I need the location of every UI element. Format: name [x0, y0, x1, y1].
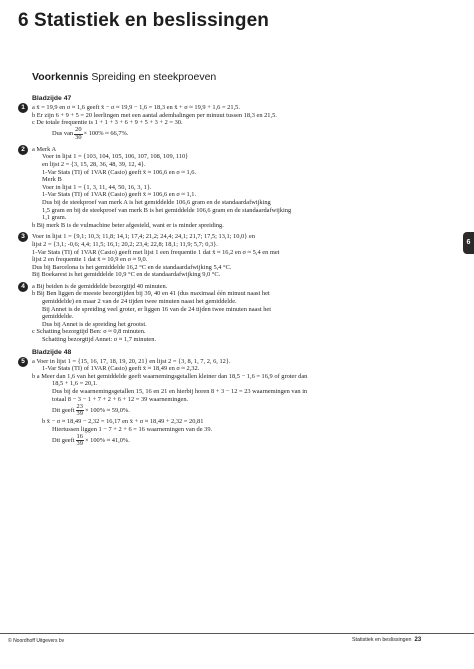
answer-line: gemiddelde) en maar 2 van de 24 tijden twee minuten naast het gemiddelde. [42, 298, 237, 306]
question-1 [18, 104, 448, 142]
answer-line: lijst 2 = {3,1; -0,6; 4,4; 11,5; 16,1; 20,2; 23,4; 22,8; 18,1; 11,9; 5,7; 0,3}. [32, 240, 218, 248]
answer-line: 1-Var Stats (TI) of 1VAR (Casio) geeft x̄ ≈ 106,6 en σ ≈ 1,6. [42, 168, 197, 176]
fraction-suffix: × 100% ≈ 41,0%. [84, 437, 130, 445]
fraction-prefix: Dit geeft [52, 406, 75, 414]
answers-content [18, 95, 448, 448]
fraction-suffix: × 100% ≈ 59,0%. [84, 406, 130, 414]
answer-line: Dus bij Barcelona is het gemiddelde 16,2 °C en de standaardafwijking 5,4 °C. [32, 263, 232, 271]
fraction-numerator: 23 [76, 402, 83, 410]
question-number-badge: 1 [18, 103, 28, 113]
answer-line: en lijst 2 = {3, 15, 28, 36, 48, 39, 12, 4}. [42, 160, 146, 168]
answer-line: c Schatting bezorgtijd Ben: σ ≈ 0,8 minuten. [32, 328, 146, 336]
answer-line: totaal 8 − 3 − 1 + 7 + 2 + 6 + 12 = 39 waarnemingen. [52, 395, 189, 403]
footer-copyright: © Noordhoff Uitgevers bv [8, 638, 65, 644]
answer-line: lijst 2 en frequentie 1 dat x̄ ≈ 10,9 en σ ≈ 9,0. [32, 256, 148, 264]
answer-line: gemiddelde. [42, 313, 74, 321]
answer-line: Voer in lijst 1 = {103, 104, 105, 106, 107, 108, 109, 110} [42, 153, 189, 161]
chapter-title: 6 Statistiek en beslissingen [18, 10, 269, 31]
answer-line: b a Meer dan 1,6 van het gemiddelde geeft waarnemingsgetallen kleiner dan 18,5 − 1,6 = 16,9 of groter dan [32, 372, 308, 380]
footer-right [352, 637, 421, 643]
fraction-denominator: 30 [75, 133, 82, 141]
fraction-line [32, 403, 448, 418]
answer-line: b Bij Ben liggen de meeste bezorgtijden bij 39, 40 en 41 (dus maximaal één minuut naast het [32, 290, 270, 298]
answer-line: 1,1 gram. [42, 214, 67, 222]
answer-line: a x̄ = 19,9 en σ ≈ 1,6 geeft x̄ − σ ≈ 19,9 − 1,6 = 18,3 en x̄ + σ ≈ 19,9 + 1,6 = 21,5. [32, 104, 240, 111]
answer-line: a Voer in lijst 1 = {15, 16, 17, 18, 19, 20, 21} en lijst 2 = {3, 8, 1, 7, 2, 6, 12}. [32, 357, 231, 365]
fraction-numerator: 20 [75, 126, 82, 134]
fraction [76, 404, 84, 418]
answer-line: b Bij merk B is de vulmachine beter afgesteld, want er is minder spreiding. [32, 221, 224, 229]
answer-line: 1-Var Stats (TI) of 1VAR (Casio) geeft x̄ ≈ 18,49 en σ ≈ 2,32. [42, 365, 200, 373]
answer-line: 1-Var Stats (TI) of 1VAR (Casio) geeft x̄ ≈ 106,6 en σ ≈ 1,1. [42, 191, 197, 199]
page-heading-47: Bladzijde 47 [32, 95, 72, 102]
answer-line: Schatting bezorgtijd Annet: σ ≈ 1,7 minuten. [42, 336, 157, 344]
question-number-badge: 5 [18, 357, 28, 367]
answer-line: b x̄ − σ ≈ 18,49 − 2,32 = 16,17 en x̄ + σ ≈ 18,49 + 2,32 = 20,81 [42, 418, 204, 426]
fraction-denominator: 39 [76, 410, 83, 418]
answer-line: 1-Var Stats (TI) of 1VAR (Casio) geeft met lijst 1 een frequentie 1 dat x̄ ≈ 16,2 en σ ≈ 5,4 en met [32, 248, 280, 256]
section-heading-rest: Spreiding en steekproeven [88, 71, 217, 83]
question-2 [18, 146, 448, 230]
fraction [76, 434, 84, 448]
answer-line: Bij Boekarest is het gemiddelde 10,9 °C en de standaardafwijking 9,0 °C. [32, 271, 221, 279]
chapter-side-tab: 6 [463, 232, 474, 254]
answer-line: Bij Annet is de spreiding veel groter, er liggen 16 van de 24 tijden twee minuten naast het [42, 305, 272, 313]
answer-line: Hiertussen liggen 1 − 7 + 2 + 6 = 16 waarnemingen van de 39. [52, 425, 213, 433]
answer-line: Voer in lijst 1 = {9,1; 10,3; 11,8; 14,1; 17,4; 21,2; 24,4; 24,1; 21,7; 17,5; 13,1; 10,0} en [32, 233, 255, 241]
answer-line: a Bij beiden is de gemiddelde bezorgtijd 40 minuten. [32, 282, 168, 290]
answer-line: Merk B [42, 176, 62, 184]
footer-divider [0, 633, 474, 634]
answer-line: b Er zijn 6 + 9 + 5 = 20 leerlingen met een aantal ademhalingen per minuut tussen 18,3 en 21,5. [32, 111, 277, 119]
footer-chapter-label: Statistiek en beslissingen [352, 637, 412, 643]
answer-line: Voer in lijst 1 = {1, 3, 11, 44, 50, 16, 3, 1}. [42, 183, 152, 191]
section-heading-bold: Voorkennis [32, 71, 89, 83]
question-4 [18, 283, 448, 344]
question-number-badge: 4 [18, 282, 28, 292]
fraction-prefix: Dit geeft [52, 437, 75, 445]
fraction [74, 127, 82, 141]
page-heading-48: Bladzijde 48 [32, 348, 72, 356]
page-number: 23 [414, 637, 422, 643]
fraction-suffix: × 100% ≈ 66,7%. [83, 130, 129, 138]
question-number-badge: 3 [18, 232, 28, 242]
answer-line: c De totale frequentie is 1 + 1 + 3 + 6 + 9 + 5 + 3 + 2 = 30. [32, 119, 183, 127]
answer-line: Dus bij de waarnemingsgetallen 15, 16 en 21 en hierbij horen 8 + 3 − 12 = 23 waarnemingen van in [52, 388, 308, 395]
question-number-badge: 2 [18, 145, 28, 155]
fraction-line [32, 127, 448, 142]
answer-line: a Merk A [32, 145, 57, 153]
answer-line: Dus bij Annet is de spreiding het grootst. [42, 320, 147, 328]
section-heading [32, 71, 216, 83]
answer-line: Dus bij de steekproef van merk A is het gemiddelde 106,6 gram en de standaardafwijking [42, 198, 271, 206]
fraction-prefix: Dus van [52, 130, 74, 138]
question-3 [18, 233, 448, 279]
answer-line: 1,5 gram en bij de steekproef van merk B is het gemiddelde 106,6 gram en de standaardafwijking [42, 206, 292, 214]
fraction-line [32, 433, 448, 448]
fraction-denominator: 39 [76, 440, 83, 448]
question-5 [18, 358, 448, 449]
answer-line: 18,5 + 1,6 = 20,1. [52, 380, 98, 388]
fraction-numerator: 16 [76, 432, 83, 440]
